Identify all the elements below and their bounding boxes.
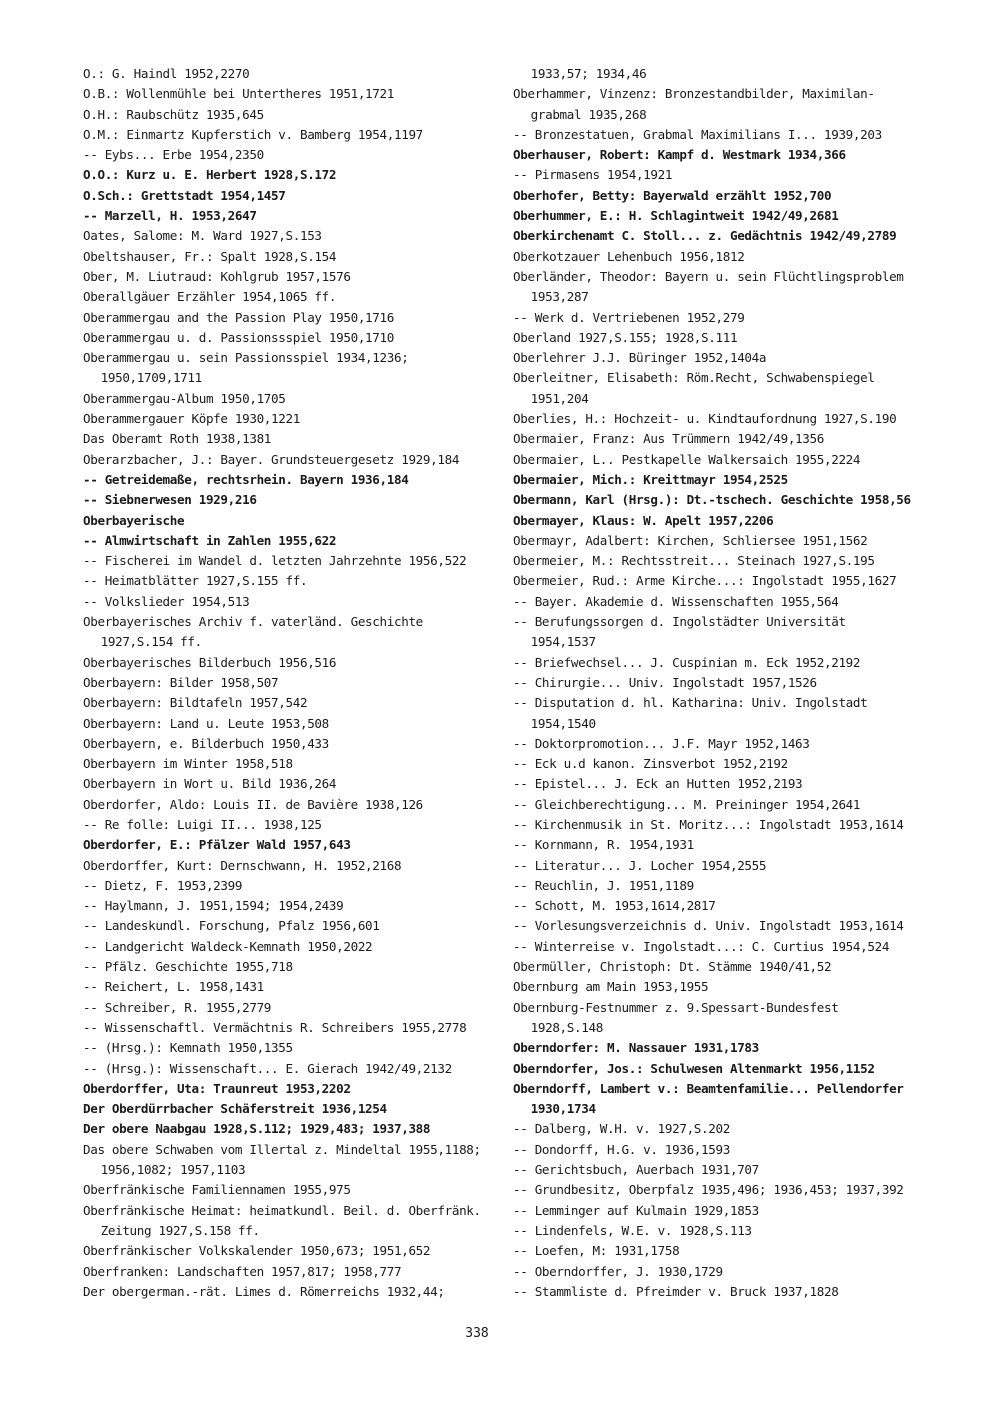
index-entry-text: Oberland 1927,S.155; 1928,S.111 (513, 329, 738, 345)
index-entry (513, 348, 943, 368)
index-entry-text: Oberbayern: Bilder 1958,507 (83, 674, 279, 690)
index-entry (83, 64, 503, 84)
index-entry (83, 409, 503, 429)
index-entry (83, 673, 503, 693)
index-entry (513, 186, 943, 206)
index-entry (83, 977, 503, 997)
index-entry-text-continued: 1953,287 (530, 289, 589, 305)
index-entry-text: -- Dondorff, H.G. v. 1936,1593 (513, 1141, 730, 1157)
index-entry (513, 165, 943, 185)
index-entry-text: -- Eybs... Erbe 1954,2350 (83, 147, 264, 163)
index-entry-text: Das obere Schwaben vom Illertal z. Mindeltal 1955,1188; (83, 1141, 481, 1157)
index-entry (513, 1079, 943, 1120)
index-entry (513, 977, 943, 997)
index-entry (83, 774, 503, 794)
index-entry (83, 876, 503, 896)
index-entry-text: Oberdorffer, Uta: Traunreut 1953,2202 (83, 1080, 351, 1096)
index-entry-text: O.O.: Kurz u. E. Herbert 1928,S.172 (83, 167, 337, 183)
index-entry (83, 612, 503, 653)
index-entry-text: O.H.: Raubschütz 1935,645 (83, 106, 264, 122)
index-entry (513, 145, 943, 165)
index-entry-text-continued: 1956,1082; 1957,1103 (100, 1162, 246, 1178)
index-entry-text: -- Werk d. Vertriebenen 1952,279 (513, 309, 745, 325)
index-entry-text: -- Reuchlin, J. 1951,1189 (513, 877, 694, 893)
index-entry-text: Obermaier, Franz: Aus Trümmern 1942/49,1356 (513, 431, 824, 447)
index-entry (83, 957, 503, 977)
index-entry-text: -- Oberndorffer, J. 1930,1729 (513, 1263, 723, 1279)
index-entry (83, 754, 503, 774)
index-column-right (513, 64, 943, 1302)
index-entry (513, 84, 943, 125)
index-entry-text: Oberammergau u. d. Passionssspiel 1950,1710 (83, 329, 394, 345)
index-entry-text: Obernburg-Festnummer z. 9.Spessart-Bundesfest (513, 999, 839, 1015)
index-entry-text: Obermüller, Christoph: Dt. Stämme 1940/41,52 (513, 959, 832, 975)
index-entry (83, 856, 503, 876)
index-entry-text: -- Lemminger auf Kulmain 1929,1853 (513, 1202, 759, 1218)
index-entry (513, 1241, 943, 1261)
index-entry-text: Ober, M. Liutraud: Kohlgrub 1957,1576 (83, 268, 351, 284)
index-entry-text: -- Marzell, H. 1953,2647 (83, 208, 257, 224)
index-entry (83, 571, 503, 591)
index-entry (83, 105, 503, 125)
index-entry (513, 754, 943, 774)
index-entry-text: Oberfranken: Landschaften 1957,817; 1958,777 (83, 1263, 402, 1279)
index-entry-text: -- Schreiber, R. 1955,2779 (83, 999, 272, 1015)
index-entry (83, 1018, 503, 1038)
index-entry-text-continued: 1954,1540 (530, 715, 596, 731)
index-entry-text-continued: 1928,S.148 (530, 1019, 603, 1035)
index-entry-text: -- Literatur... J. Locher 1954,2555 (513, 857, 767, 873)
index-entry (513, 693, 943, 734)
index-entry (83, 145, 503, 165)
index-entry-text: -- Berufungssorgen d. Ingolstädter Universität (513, 614, 846, 630)
index-entry-text: -- Bayer. Akademie d. Wissenschaften 1955,564 (513, 593, 839, 609)
index-entry-text-continued: 1954,1537 (530, 634, 596, 650)
index-entry (513, 308, 943, 328)
index-entry-text: Oberammergau u. sein Passionsspiel 1934,1236; (83, 350, 409, 366)
index-entry (513, 226, 943, 246)
index-entry (83, 267, 503, 287)
index-entry (83, 1099, 503, 1119)
index-entry-text: Obermaier, L.. Pestkapelle Walkersaich 1955,2224 (513, 451, 861, 467)
index-entry (83, 165, 503, 185)
index-entry (513, 1119, 943, 1139)
index-entry-text: -- Kirchenmusik in St. Moritz...: Ingolstadt 1953,1614 (513, 816, 904, 832)
index-entry-text: Der Oberdürrbacher Schäferstreit 1936,1254 (83, 1101, 387, 1117)
index-entry (83, 916, 503, 936)
index-entry (83, 693, 503, 713)
index-entry-text: -- Gerichtsbuch, Auerbach 1931,707 (513, 1162, 759, 1178)
index-entry (83, 206, 503, 226)
index-entry-text: -- Fischerei im Wandel d. letzten Jahrzehnte 1956,522 (83, 553, 467, 569)
index-entry-text: Oberammergau and the Passion Play 1950,1716 (83, 309, 394, 325)
index-entry (83, 937, 503, 957)
index-entry (513, 511, 943, 531)
index-entry-text: Obermann, Karl (Hrsg.): Dt.-tschech. Geschichte 1958,56 (513, 492, 911, 508)
index-entry-text: O.M.: Einmartz Kupferstich v. Bamberg 1954,1197 (83, 126, 423, 142)
index-entry-text: -- Kornmann, R. 1954,1931 (513, 837, 694, 853)
index-entry-text-continued: 1930,1734 (530, 1101, 596, 1117)
index-entry-text: -- Pirmasens 1954,1921 (513, 167, 673, 183)
index-entry (513, 1201, 943, 1221)
index-entry-text-continued: 1951,204 (530, 390, 589, 406)
index-entry (513, 815, 943, 835)
index-entry-text: Oberlehrer J.J. Büringer 1952,1404a (513, 350, 767, 366)
index-entry-text-continued: Zeitung 1927,S.158 ff. (100, 1222, 260, 1238)
index-entry-text: Das Oberamt Roth 1938,1381 (83, 431, 272, 447)
index-entry-text: Oberbayern, e. Bilderbuch 1950,433 (83, 735, 329, 751)
index-entry-text: -- Lindenfels, W.E. v. 1928,S.113 (513, 1222, 752, 1238)
index-entry-text: -- Re folle: Luigi II... 1938,125 (83, 816, 322, 832)
index-entry (513, 267, 943, 308)
index-entry (513, 206, 943, 226)
index-entry-text-continued: 1927,S.154 ff. (100, 634, 202, 650)
index-entry-text: -- Gleichberechtigung... M. Preininger 1954,2641 (513, 796, 861, 812)
index-entry (83, 1201, 503, 1242)
index-entry (513, 774, 943, 794)
index-entry (513, 551, 943, 571)
index-entry-text: Oberlies, H.: Hochzeit- u. Kindtaufordnung 1927,S.190 (513, 411, 897, 427)
index-entry-text: -- Pfälz. Geschichte 1955,718 (83, 959, 293, 975)
index-entry (513, 1059, 943, 1079)
index-entry-text: Oberländer, Theodor: Bayern u. sein Flüchtlingsproblem (513, 268, 904, 284)
index-entry (513, 653, 943, 673)
index-entry-text: -- Dalberg, W.H. v. 1927,S.202 (513, 1121, 730, 1137)
index-entry (513, 409, 943, 429)
index-entry (83, 490, 503, 510)
index-entry-continuation (513, 64, 943, 84)
index-entry (513, 450, 943, 470)
index-entry-text: Oberkirchenamt C. Stoll... z. Gedächtnis 1942/49,2789 (513, 228, 897, 244)
index-entry-text: Obermaier, Mich.: Kreittmayr 1954,2525 (513, 471, 788, 487)
index-entry (513, 368, 943, 409)
index-entry-text: O.Sch.: Grettstadt 1954,1457 (83, 187, 286, 203)
index-entry-text: -- Reichert, L. 1958,1431 (83, 979, 264, 995)
index-entry (513, 612, 943, 653)
index-entry-text: Oberbayerisches Bilderbuch 1956,516 (83, 654, 337, 670)
index-entry-text: Oberbayern: Land u. Leute 1953,508 (83, 715, 329, 731)
index-entry (83, 531, 503, 551)
index-entry-text: -- Disputation d. hl. Katharina: Univ. Ingolstadt (513, 695, 868, 711)
index-entry-text: -- Dietz, F. 1953,2399 (83, 877, 243, 893)
index-entry (513, 1140, 943, 1160)
index-entry-text: Der obergerman.-rät. Limes d. Römerreichs 1932,44; (83, 1283, 445, 1299)
index-entry-text: Oberleitner, Elisabeth: Röm.Recht, Schwabenspiegel (513, 370, 875, 386)
index-entry (513, 571, 943, 591)
index-entry-text: Oberfränkischer Volkskalender 1950,673; 1951,652 (83, 1243, 431, 1259)
index-entry (83, 125, 503, 145)
index-entry (513, 1221, 943, 1241)
index-entry (83, 1079, 503, 1099)
index-entry (513, 876, 943, 896)
index-entry-text: Obermeier, Rud.: Arme Kirche...: Ingolstadt 1955,1627 (513, 573, 897, 589)
index-entry-text: Oberallgäuer Erzähler 1954,1065 ff. (83, 289, 337, 305)
index-entry-text: -- Schott, M. 1953,1614,2817 (513, 898, 716, 914)
index-entry (513, 998, 943, 1039)
index-entry (83, 84, 503, 104)
index-entry-text: Oberhofer, Betty: Bayerwald erzählt 1952,700 (513, 187, 832, 203)
index-entry-text: Oberbayern in Wort u. Bild 1936,264 (83, 776, 337, 792)
index-entry-text: -- Haylmann, J. 1951,1594; 1954,2439 (83, 898, 344, 914)
index-entry (513, 937, 943, 957)
index-entry (513, 429, 943, 449)
index-entry (83, 1119, 503, 1139)
index-entry (83, 653, 503, 673)
index-entry (83, 308, 503, 328)
index-entry (513, 247, 943, 267)
index-entry-text: -- Chirurgie... Univ. Ingolstadt 1957,1526 (513, 674, 817, 690)
index-entry (83, 1241, 503, 1261)
page-number: 338 (465, 1326, 489, 1341)
index-entry-text: -- Winterreise v. Ingolstadt...: C. Curtius 1954,524 (513, 938, 890, 954)
index-entry (83, 186, 503, 206)
index-entry-text: Oberdorfer, Aldo: Louis II. de Bavière 1938,126 (83, 796, 423, 812)
index-entry-text: Oberhauser, Robert: Kampf d. Westmark 1934,366 (513, 147, 846, 163)
index-entry-text: Obeltshauser, Fr.: Spalt 1928,S.154 (83, 248, 337, 264)
index-entry (83, 429, 503, 449)
index-entry (83, 1262, 503, 1282)
index-entry (83, 734, 503, 754)
index-entry (83, 247, 503, 267)
index-entry-text: Oberkotzauer Lehenbuch 1956,1812 (513, 248, 745, 264)
index-entry-text: -- Getreidemaße, rechtsrhein. Bayern 1936,184 (83, 471, 409, 487)
index-entry (513, 1180, 943, 1200)
index-entry (83, 1038, 503, 1058)
index-entry-text: -- Volkslieder 1954,513 (83, 593, 250, 609)
index-entry-text: Obernburg am Main 1953,1955 (513, 979, 709, 995)
index-entry (83, 998, 503, 1018)
index-entry-text: Oberhummer, E.: H. Schlagintweit 1942/49,2681 (513, 208, 839, 224)
index-entry-text: Oberbayerisches Archiv f. vaterländ. Geschichte (83, 614, 423, 630)
index-entry-text: Oberndorfer: M. Nassauer 1931,1783 (513, 1040, 759, 1056)
index-entry (83, 714, 503, 734)
index-entry-text: Obermayr, Adalbert: Kirchen, Schliersee 1951,1562 (513, 532, 868, 548)
index-entry (513, 328, 943, 348)
index-entry-text: -- Briefwechsel... J. Cuspinian m. Eck 1952,2192 (513, 654, 861, 670)
index-entry (83, 389, 503, 409)
index-entry (83, 348, 503, 389)
index-entry (83, 592, 503, 612)
index-entry-text: -- Landgericht Waldeck-Kemnath 1950,2022 (83, 938, 373, 954)
index-entry-text: -- (Hrsg.): Kemnath 1950,1355 (83, 1040, 293, 1056)
index-entry-text: -- Epistel... J. Eck an Hutten 1952,2193 (513, 776, 803, 792)
index-entry (83, 835, 503, 855)
index-entry-text: Oberbayern im Winter 1958,518 (83, 756, 293, 772)
index-entry (83, 287, 503, 307)
index-entry-text: 1933,57; 1934,46 (530, 66, 647, 81)
index-entry-text: Oberbayern: Bildtafeln 1957,542 (83, 695, 308, 711)
index-entry-text: Oberfränkische Familiennamen 1955,975 (83, 1182, 351, 1198)
index-entry (83, 450, 503, 470)
index-entry-text: -- Loefen, M: 1931,1758 (513, 1243, 680, 1259)
index-entry-text: Oberammergauer Köpfe 1930,1221 (83, 411, 300, 427)
index-entry (513, 531, 943, 551)
index-entry-text-continued: grabmal 1935,268 (530, 106, 647, 122)
index-entry-text: -- Bronzestatuen, Grabmal Maximilians I... 1939,203 (513, 126, 882, 142)
index-entry-text: -- Landeskundl. Forschung, Pfalz 1956,601 (83, 918, 380, 934)
index-entry-text: -- Vorlesungsverzeichnis d. Univ. Ingolstadt 1953,1614 (513, 918, 904, 934)
index-entry (83, 511, 503, 531)
index-entry (83, 815, 503, 835)
index-entry-text: -- (Hrsg.): Wissenschaft... E. Gierach 1942/49,2132 (83, 1060, 452, 1076)
index-entry-text: Oberndorfer, Jos.: Schulwesen Altenmarkt 1956,1152 (513, 1060, 875, 1076)
index-entry (513, 957, 943, 977)
index-entry-text: Oates, Salome: M. Ward 1927,S.153 (83, 228, 322, 244)
index-entry (513, 835, 943, 855)
index-entry (513, 1282, 943, 1302)
index-entry (83, 795, 503, 815)
index-entry-text: Oberbayerische (83, 512, 185, 528)
index-entry (513, 856, 943, 876)
index-entry (83, 328, 503, 348)
index-entry-text: Oberarzbacher, J.: Bayer. Grundsteuergesetz 1929,184 (83, 451, 460, 467)
index-entry-text: -- Stammliste d. Pfreimder v. Bruck 1937,1828 (513, 1283, 839, 1299)
index-entry (513, 1038, 943, 1058)
index-column-left (83, 64, 503, 1302)
index-entry-text: -- Wissenschaftl. Vermächtnis R. Schreibers 1955,2778 (83, 1019, 467, 1035)
index-entry-text: -- Eck u.d kanon. Zinsverbot 1952,2192 (513, 756, 788, 772)
index-entry (513, 125, 943, 145)
index-entry (83, 470, 503, 490)
index-entry (513, 896, 943, 916)
index-entry-text: Oberfränkische Heimat: heimatkundl. Beil. d. Oberfränk. (83, 1202, 481, 1218)
index-entry-text: O.B.: Wollenmühle bei Untertheres 1951,1721 (83, 86, 394, 102)
index-entry (513, 490, 943, 510)
index-entry-text: -- Grundbesitz, Oberpfalz 1935,496; 1936,453; 1937,392 (513, 1182, 904, 1198)
index-entry (83, 1140, 503, 1181)
index-entry-text: Obermayer, Klaus: W. Apelt 1957,2206 (513, 512, 774, 528)
index-entry (513, 470, 943, 490)
index-entry (513, 1160, 943, 1180)
index-entry (83, 1059, 503, 1079)
index-entry (83, 1282, 503, 1302)
index-entry-text: O.: G. Haindl 1952,2270 (83, 66, 250, 81)
index-entry-text: Oberndorff, Lambert v.: Beamtenfamilie... Pellendorfer (513, 1080, 904, 1096)
index-entry-text: Oberdorfer, E.: Pfälzer Wald 1957,643 (83, 837, 351, 853)
index-entry-text: Oberhammer, Vinzenz: Bronzestandbilder, Maximilan- (513, 86, 875, 102)
index-entry-text: -- Doktorpromotion... J.F. Mayr 1952,1463 (513, 735, 810, 751)
index-entry (513, 734, 943, 754)
index-entry (513, 673, 943, 693)
index-entry (83, 1180, 503, 1200)
index-entry-text: Obermeier, M.: Rechtsstreit... Steinach 1927,S.195 (513, 553, 875, 569)
index-entry-text: -- Siebnerwesen 1929,216 (83, 492, 257, 508)
index-entry (513, 592, 943, 612)
index-entry-text: Oberdorffer, Kurt: Dernschwann, H. 1952,2168 (83, 857, 402, 873)
index-entry (513, 795, 943, 815)
index-entry-text-continued: 1950,1709,1711 (100, 370, 202, 386)
index-entry (83, 226, 503, 246)
index-entry (83, 551, 503, 571)
index-entry-text: Oberammergau-Album 1950,1705 (83, 390, 286, 406)
index-entry (83, 896, 503, 916)
index-entry (513, 916, 943, 936)
index-entry-text: -- Almwirtschaft in Zahlen 1955,622 (83, 532, 337, 548)
index-entry (513, 1262, 943, 1282)
index-entry-text: Der obere Naabgau 1928,S.112; 1929,483; 1937,388 (83, 1121, 431, 1137)
index-entry-text: -- Heimatblätter 1927,S.155 ff. (83, 573, 308, 589)
